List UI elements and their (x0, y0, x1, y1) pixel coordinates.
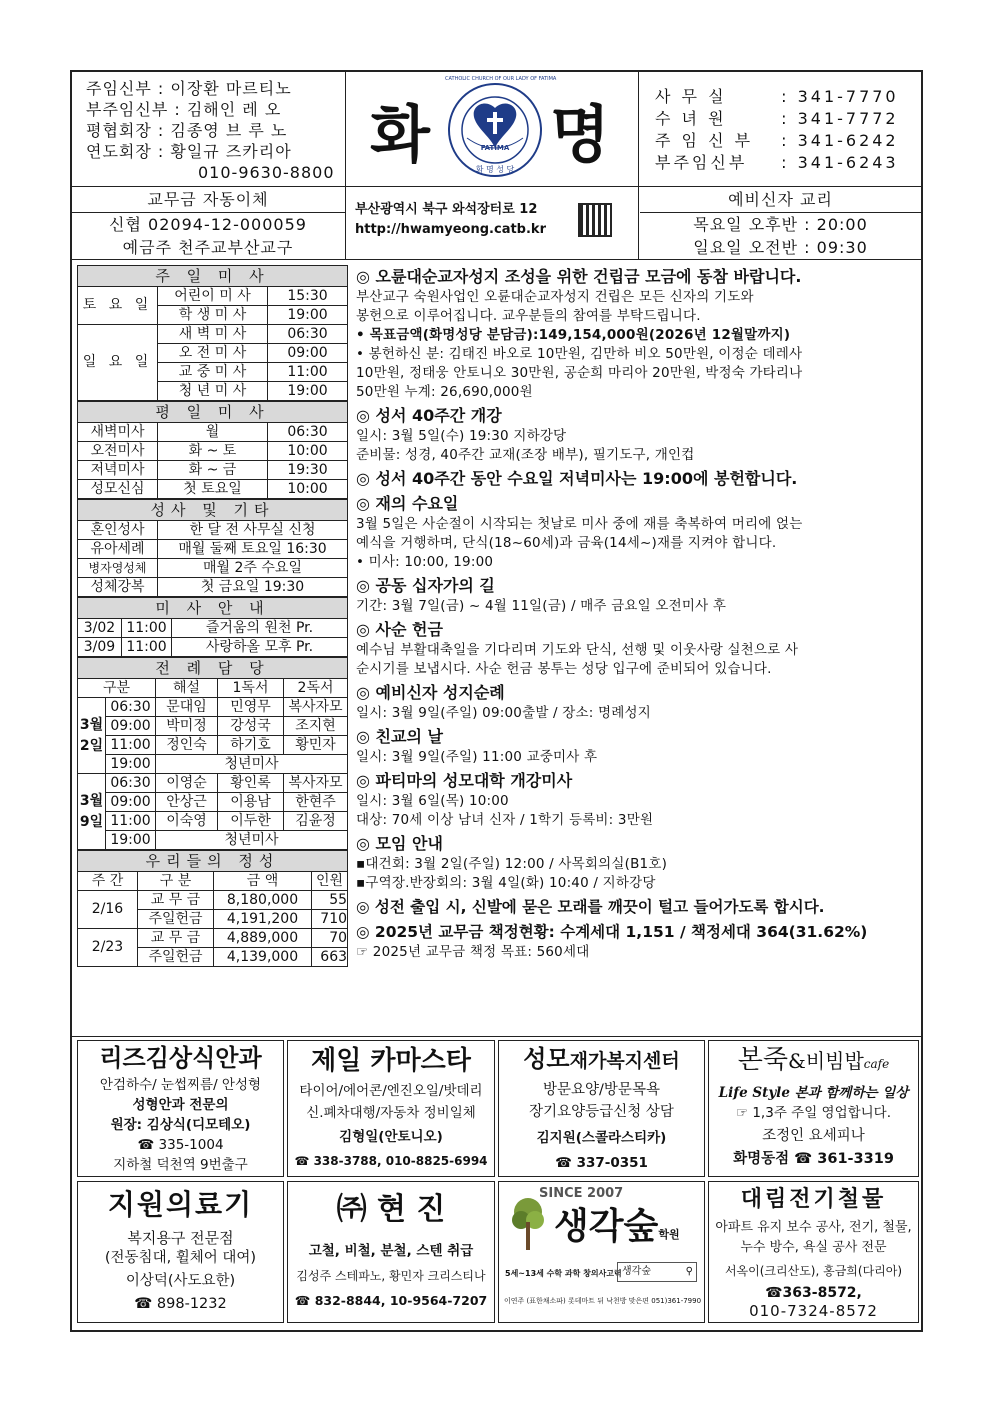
mass-time: 19:30 (268, 461, 348, 480)
column-header: 금 액 (214, 872, 312, 891)
news-line: 일시: 3월 9일(주일) 11:00 교중미사 후 (356, 749, 598, 765)
mass-time: 06:30 (268, 423, 348, 442)
liturgy-cell: 이두한 (218, 812, 284, 831)
news-line: ▪구역장.반장회의: 3월 4일(화) 10:40 / 지하강당 (356, 875, 656, 891)
mass-name: 새벽미사 (78, 423, 158, 442)
ad-line: ☎ 335-1004 (137, 1137, 224, 1153)
news-column (356, 263, 922, 962)
liturgy-cell: 이숙영 (156, 812, 218, 831)
ad-welfare-center (498, 1040, 705, 1177)
title-myeong: 명 (550, 98, 610, 171)
ad-title: 성모재가복지센터 (523, 1045, 680, 1073)
donation-holder: 예금주 천주교부산교구 (122, 238, 294, 257)
ad-line: 김성주 스테파노, 황민자 크리스티나 (296, 1269, 486, 1283)
mass-time: 19:00 (268, 382, 348, 401)
news-item (356, 405, 922, 465)
news-line: 대상: 70세 이상 남녀 신자 / 1학기 등록비: 3만원 (356, 812, 654, 828)
news-line: 예수님 부활대축일을 기다리며 기도와 단식, 선행 및 이웃사랑 실천으로 사 (356, 642, 799, 658)
ad-line: 지하철 덕천역 9번출구 (113, 1157, 248, 1173)
news-title: ◎ 성서 40주간 개강 (356, 406, 502, 425)
clergy-row: 평협회장 : 김종영 브 루 노 (86, 121, 288, 140)
donation-title: 교무금 자동이체 (70, 188, 346, 213)
liturgy-time: 19:00 (106, 755, 156, 774)
clergy-row: 부주임신부 : 김해인 레 오 (86, 100, 282, 119)
offering-type: 교 무 금 (138, 891, 214, 910)
offering-amount: 8,180,000 (214, 891, 312, 910)
ad-line: 김지원(스콜라스티카) (536, 1130, 667, 1146)
ad-line: 서옥이(크리산도), 홍금희(다리아) (724, 1264, 903, 1278)
ad-line: 원장: 김상식(디모테오) (110, 1117, 251, 1133)
ad-scrap-metal (287, 1181, 495, 1323)
news-line: 예식을 거행하며, 단식(18~60세)과 금육(14세~)재를 지켜야 합니다. (356, 535, 777, 551)
guide-date: 3/02 (78, 619, 122, 638)
logo-bottom-text: 화 명 성 당 (475, 165, 515, 174)
ad-line: 누수 방수, 욕실 공사 전문 (740, 1240, 887, 1255)
news-line: 일시: 3월 6일(목) 10:00 (356, 793, 509, 809)
news-title: ◎ 성전 출입 시, 신발에 묻은 모래를 깨끗이 털고 들어가도록 합시다. (356, 898, 825, 916)
ad-title: 대림전기철물 (740, 1187, 887, 1212)
news-title: ◎ 친교의 날 (356, 727, 443, 746)
ad-line: ☎ 338-3788, 010-8825-6994 (294, 1154, 488, 1168)
news-line: • 봉헌하신 분: 김태진 바오로 10만원, 김만하 비오 50만원, 이정순 데레사 (356, 346, 803, 362)
liturgy-time: 11:00 (106, 812, 156, 831)
ad-eye-clinic (77, 1040, 284, 1177)
clergy-row: 주임신부 : 이장환 마르티노 (86, 79, 292, 98)
ad-line: 5세~13세 수학 과학 창의사고력 (505, 1269, 622, 1278)
section-header: 평 일 미 사 (78, 402, 348, 423)
news-item (356, 266, 922, 402)
mass-name: 성모신심 (78, 480, 158, 499)
ad-line: 장기요양등급신청 상담 (529, 1104, 674, 1120)
news-item (356, 619, 922, 679)
mass-time: 06:30 (268, 325, 348, 344)
mass-time: 10:00 (268, 480, 348, 499)
ad-line: 방문요양/방문목욕 (543, 1082, 660, 1098)
mass-name: 저녁미사 (78, 461, 158, 480)
mass-time: 09:00 (268, 344, 348, 363)
column-header: 2독서 (284, 679, 348, 698)
contact-row: 사 무 실 : 341-7770 (655, 87, 899, 106)
ad-car-service (287, 1040, 495, 1177)
mass-days: 첫 토요일 (158, 480, 268, 499)
ad-title: ㈜ 현 진 (336, 1192, 446, 1227)
catechumen-line: 일요일 오전반 : 09:30 (693, 238, 868, 257)
qr-code-icon (578, 203, 612, 237)
saturday-label: 토 요 일 (78, 287, 158, 325)
liturgy-cell: 한현주 (284, 793, 348, 812)
mass-name: 교 중 미 사 (158, 363, 268, 382)
ad-title: 제일 카마스타 (311, 1046, 471, 1076)
ad-line: 안검하수/ 눈썹찌름/ 안성형 (99, 1077, 262, 1093)
news-title: ◎ 2025년 교무금 책정현황: 수계세대 1,151 / 책정세대 364(31.62%) (356, 923, 868, 941)
offering-amount: 4,139,000 (214, 948, 312, 967)
news-line: 준비물: 성경, 40주간 교재(조장 배부), 필기도구, 개인컵 (356, 447, 695, 463)
offering-week: 2/16 (78, 891, 138, 929)
section-header: 주 일 미 사 (78, 266, 348, 287)
column-header: 구분 (78, 679, 156, 698)
mass-guide-table (77, 597, 348, 657)
clergy-phone: 010-9630-8800 (198, 163, 335, 182)
sacrament-info: 매월 둘째 토요일 16:30 (158, 540, 348, 559)
mass-days: 화 ~ 금 (158, 461, 268, 480)
ad-line: ☎363-8572, (765, 1285, 862, 1301)
mass-time: 15:30 (268, 287, 348, 306)
ad-line: 이연주 (표한채소파) 롯데마트 뒤 낙천방 맞은편 051)361-7990 (503, 1297, 702, 1305)
logo-ring-text: CATHOLIC CHURCH OF OUR LADY OF FATIMA (445, 76, 557, 82)
news-item (356, 575, 922, 616)
liturgy-cell: 이용남 (218, 793, 284, 812)
liturgy-cell: 문대임 (156, 698, 218, 717)
header-divider (70, 186, 923, 187)
ad-line: ☎ 898-1232 (134, 1296, 227, 1312)
mass-name: 학 생 미 사 (158, 306, 268, 325)
ad-line: 조정인 요세피나 (762, 1128, 865, 1144)
ad-line: 이상덕(사도요한) (125, 1273, 236, 1289)
ad-title: 본죽&비빔밥cafe (737, 1045, 890, 1075)
ad-line: 김형일(안토니오) (339, 1129, 443, 1145)
column-header: 인원 (312, 872, 348, 891)
sunday-label: 일 요 일 (78, 325, 158, 401)
offering-count: 710 (312, 910, 348, 929)
contact-row: 주 임 신 부 : 341-6242 (655, 131, 899, 150)
news-line: 순시기를 보냅시다. 사순 헌금 봉투는 성당 입구에 준비되어 있습니다. (356, 661, 772, 677)
liturgy-cell: 복사자모 (284, 774, 348, 793)
ad-line: (전동침대, 휠체어 대여) (104, 1250, 257, 1266)
column-header: 구 분 (138, 872, 214, 891)
mass-name: 어린이 미 사 (158, 287, 268, 306)
title-hwa: 화 (370, 98, 430, 171)
news-title: ◎ 재의 수요일 (356, 494, 459, 513)
news-title: ◎ 예비신자 성지순례 (356, 683, 505, 702)
header-divider (638, 70, 639, 259)
column-header: 1독서 (218, 679, 284, 698)
ad-hardware-store (708, 1181, 919, 1323)
news-item (356, 468, 922, 490)
sacraments-table (77, 499, 348, 597)
news-item (356, 770, 922, 830)
mass-name: 새 벽 미 사 (158, 325, 268, 344)
news-line: 부산교구 숙원사업인 오륜대순교자성지 건립은 모든 신자의 기도와 (356, 289, 754, 305)
liturgy-date: 3월2일 (78, 698, 106, 774)
church-logo (445, 76, 557, 183)
column-header: 주 간 (78, 872, 138, 891)
ad-line: 복지용구 전문점 (127, 1229, 234, 1247)
guide-hymn: 사랑하올 모후 Pr. (172, 638, 348, 657)
liturgy-cell: 황민자 (284, 736, 348, 755)
ad-line: 고철, 비철, 분철, 스텐 취급 (308, 1243, 474, 1259)
tree-icon (511, 1194, 545, 1254)
ad-title: 리즈김상식안과 (99, 1044, 262, 1072)
sacrament-name: 혼인성사 (78, 521, 158, 540)
contacts-box (655, 86, 915, 174)
ad-restaurant (708, 1040, 919, 1177)
header-divider (70, 259, 923, 260)
ad-line: 신.폐차대행/자동차 정비일체 (306, 1105, 476, 1121)
ad-line: ☞ 1,3주 주일 영업합니다. (735, 1105, 892, 1121)
guide-hymn: 즐거움의 원천 Pr. (172, 619, 348, 638)
mass-name: 청 년 미 사 (158, 382, 268, 401)
ad-line: 아파트 유지 보수 공사, 전기, 철물, (715, 1220, 912, 1235)
sacrament-info: 한 달 전 사무실 신청 (158, 521, 348, 540)
news-item (356, 921, 922, 962)
ad-since: SINCE 2007 (539, 1186, 624, 1201)
liturgy-time: 06:30 (106, 774, 156, 793)
ad-line: ☎ 337-0351 (555, 1155, 648, 1171)
sacrament-name: 병자영성체 (78, 559, 158, 578)
logo-center-text: FATIMA (480, 144, 510, 152)
guide-time: 11:00 (122, 638, 172, 657)
offering-amount: 4,889,000 (214, 929, 312, 948)
ad-title: 생각숲학원 (554, 1206, 680, 1247)
ad-line: 성형안과 전문의 (132, 1097, 229, 1113)
liturgy-cell: 강성국 (218, 717, 284, 736)
clergy-box (76, 76, 340, 186)
offering-table (77, 850, 348, 967)
guide-time: 11:00 (122, 619, 172, 638)
news-title: ◎ 파티마의 성모대학 개강미사 (356, 771, 573, 790)
offering-count: 663 (312, 948, 348, 967)
mass-days: 화 ~ 토 (158, 442, 268, 461)
liturgy-time: 19:00 (106, 831, 156, 850)
offering-type: 주일헌금 (138, 910, 214, 929)
weekday-mass-table (77, 401, 348, 499)
news-line: • 목표금액(화명성당 분담금):149,154,000원(2026년 12월말까지) (356, 327, 791, 343)
news-line: ▪대건회: 3월 2일(주일) 12:00 / 사목회의실(B1호) (356, 856, 668, 872)
news-title: ◎ 공동 십자가의 길 (356, 576, 495, 595)
sacrament-name: 유아세례 (78, 540, 158, 559)
offering-week: 2/23 (78, 929, 138, 967)
news-item (356, 726, 922, 767)
catechumen-title: 예비신자 교리 (640, 188, 921, 213)
donation-account: 신협 02094-12-000059 (109, 215, 307, 234)
news-line: 봉헌으로 이루어집니다. 교우분들의 참여를 부탁드립니다. (356, 308, 701, 324)
ad-title: 지원의료기 (107, 1188, 254, 1221)
liturgy-cell: 조지현 (284, 717, 348, 736)
news-line: 일시: 3월 9일(주일) 09:00출발 / 장소: 명례성지 (356, 705, 651, 721)
offering-type: 주일헌금 (138, 948, 214, 967)
guide-date: 3/09 (78, 638, 122, 657)
news-line: ☞ 2025년 교무금 책정 목표: 560세대 (356, 944, 590, 960)
news-title: ◎ 모임 안내 (356, 834, 443, 853)
news-title: ◎ 오륜대순교자성지 조성을 위한 건립금 모금에 동참 바랍니다. (356, 267, 802, 286)
ad-medical-supply (77, 1181, 284, 1323)
sacrament-info: 매월 2주 수요일 (158, 559, 348, 578)
news-line: • 미사: 10:00, 19:00 (356, 554, 494, 570)
liturgy-cell: 김윤정 (284, 812, 348, 831)
sacrament-name: 성체강복 (78, 578, 158, 597)
news-title: ◎ 사순 헌금 (356, 620, 443, 639)
liturgy-cell: 복사자모 (284, 698, 348, 717)
ad-search-box: 생각숲 ⚲ (617, 1262, 697, 1282)
ad-academy (498, 1181, 705, 1323)
header-divider (345, 70, 346, 259)
liturgy-cell: 민영무 (218, 698, 284, 717)
liturgy-date: 3월9일 (78, 774, 106, 850)
mass-time: 11:00 (268, 363, 348, 382)
liturgy-cell: 안상근 (156, 793, 218, 812)
catechumen-line: 목요일 오후반 : 20:00 (693, 215, 868, 234)
content-divider (70, 1036, 923, 1037)
mass-time: 19:00 (268, 306, 348, 325)
clergy-row: 연도회장 : 황일규 즈카리아 (86, 142, 292, 161)
ad-line: 타이어/에어콘/엔진오일/밧데리 (299, 1083, 483, 1099)
section-header: 성사 및 기타 (78, 500, 348, 521)
ad-line: Life Style 본과 함께하는 일상 (718, 1085, 909, 1101)
news-line: 기간: 3월 7일(금) ~ 4월 11일(금) / 매주 금요일 오전미사 후 (356, 598, 727, 614)
news-line: 10만원, 정태웅 안토니오 30만원, 공순희 마리아 20만원, 박정숙 가타리나 (356, 365, 803, 381)
news-item (356, 833, 922, 893)
ad-line: 화명동점 ☎ 361-3319 (733, 1151, 894, 1167)
liturgy-cell: 청년미사 (156, 755, 348, 774)
offering-count: 55 (312, 891, 348, 910)
liturgy-cell: 정인숙 (156, 736, 218, 755)
news-item (356, 493, 922, 572)
offering-type: 교 무 금 (138, 929, 214, 948)
donation-box (76, 188, 340, 259)
news-title: ◎ 성서 40주간 동안 수요일 저녁미사는 19:00에 봉헌합니다. (356, 469, 798, 488)
news-line: 50만원 누계: 26,690,000원 (356, 384, 533, 400)
liturgy-time: 09:00 (106, 793, 156, 812)
news-line: 일시: 3월 5일(수) 19:30 지하강당 (356, 428, 567, 444)
liturgy-cell: 이영순 (156, 774, 218, 793)
section-header: 미 사 안 내 (78, 598, 348, 619)
liturgy-time: 09:00 (106, 717, 156, 736)
ad-line: ☎ 832-8844, 10-9564-7207 (294, 1293, 488, 1308)
contact-row: 수 녀 원 : 341-7772 (655, 109, 899, 128)
liturgy-cell: 청년미사 (156, 831, 348, 850)
news-line: 3월 5일은 사순절이 시작되는 첫날로 미사 중에 재를 축복하여 머리에 얹는 (356, 516, 803, 532)
liturgy-cell: 하기호 (218, 736, 284, 755)
mass-name: 오 전 미 사 (158, 344, 268, 363)
news-item (356, 896, 922, 918)
mass-name: 오전미사 (78, 442, 158, 461)
liturgy-time: 06:30 (106, 698, 156, 717)
church-url[interactable]: http://hwamyeong.catb.kr (355, 222, 546, 237)
section-header: 우리들의 정성 (78, 851, 348, 872)
ad-line: 010-7324-8572 (749, 1302, 878, 1320)
sacrament-info: 첫 금요일 19:30 (158, 578, 348, 597)
offering-amount: 4,191,200 (214, 910, 312, 929)
search-icon: ⚲ (685, 1266, 693, 1277)
liturgy-cell: 박미정 (156, 717, 218, 736)
address-box (355, 200, 575, 240)
mass-days: 월 (158, 423, 268, 442)
sunday-mass-table (77, 265, 348, 401)
liturgy-time: 11:00 (106, 736, 156, 755)
section-header: 전 례 담 당 (78, 658, 348, 679)
catechumen-box (640, 188, 921, 259)
news-item (356, 682, 922, 723)
offering-count: 70 (312, 929, 348, 948)
contact-row: 부주임신부 : 341-6243 (655, 153, 899, 172)
sidebar (77, 265, 347, 967)
mass-time: 10:00 (268, 442, 348, 461)
address-text: 부산광역시 북구 와석장터로 12 (355, 202, 538, 217)
column-header: 해설 (156, 679, 218, 698)
liturgy-cell: 황인록 (218, 774, 284, 793)
liturgy-table (77, 657, 348, 850)
